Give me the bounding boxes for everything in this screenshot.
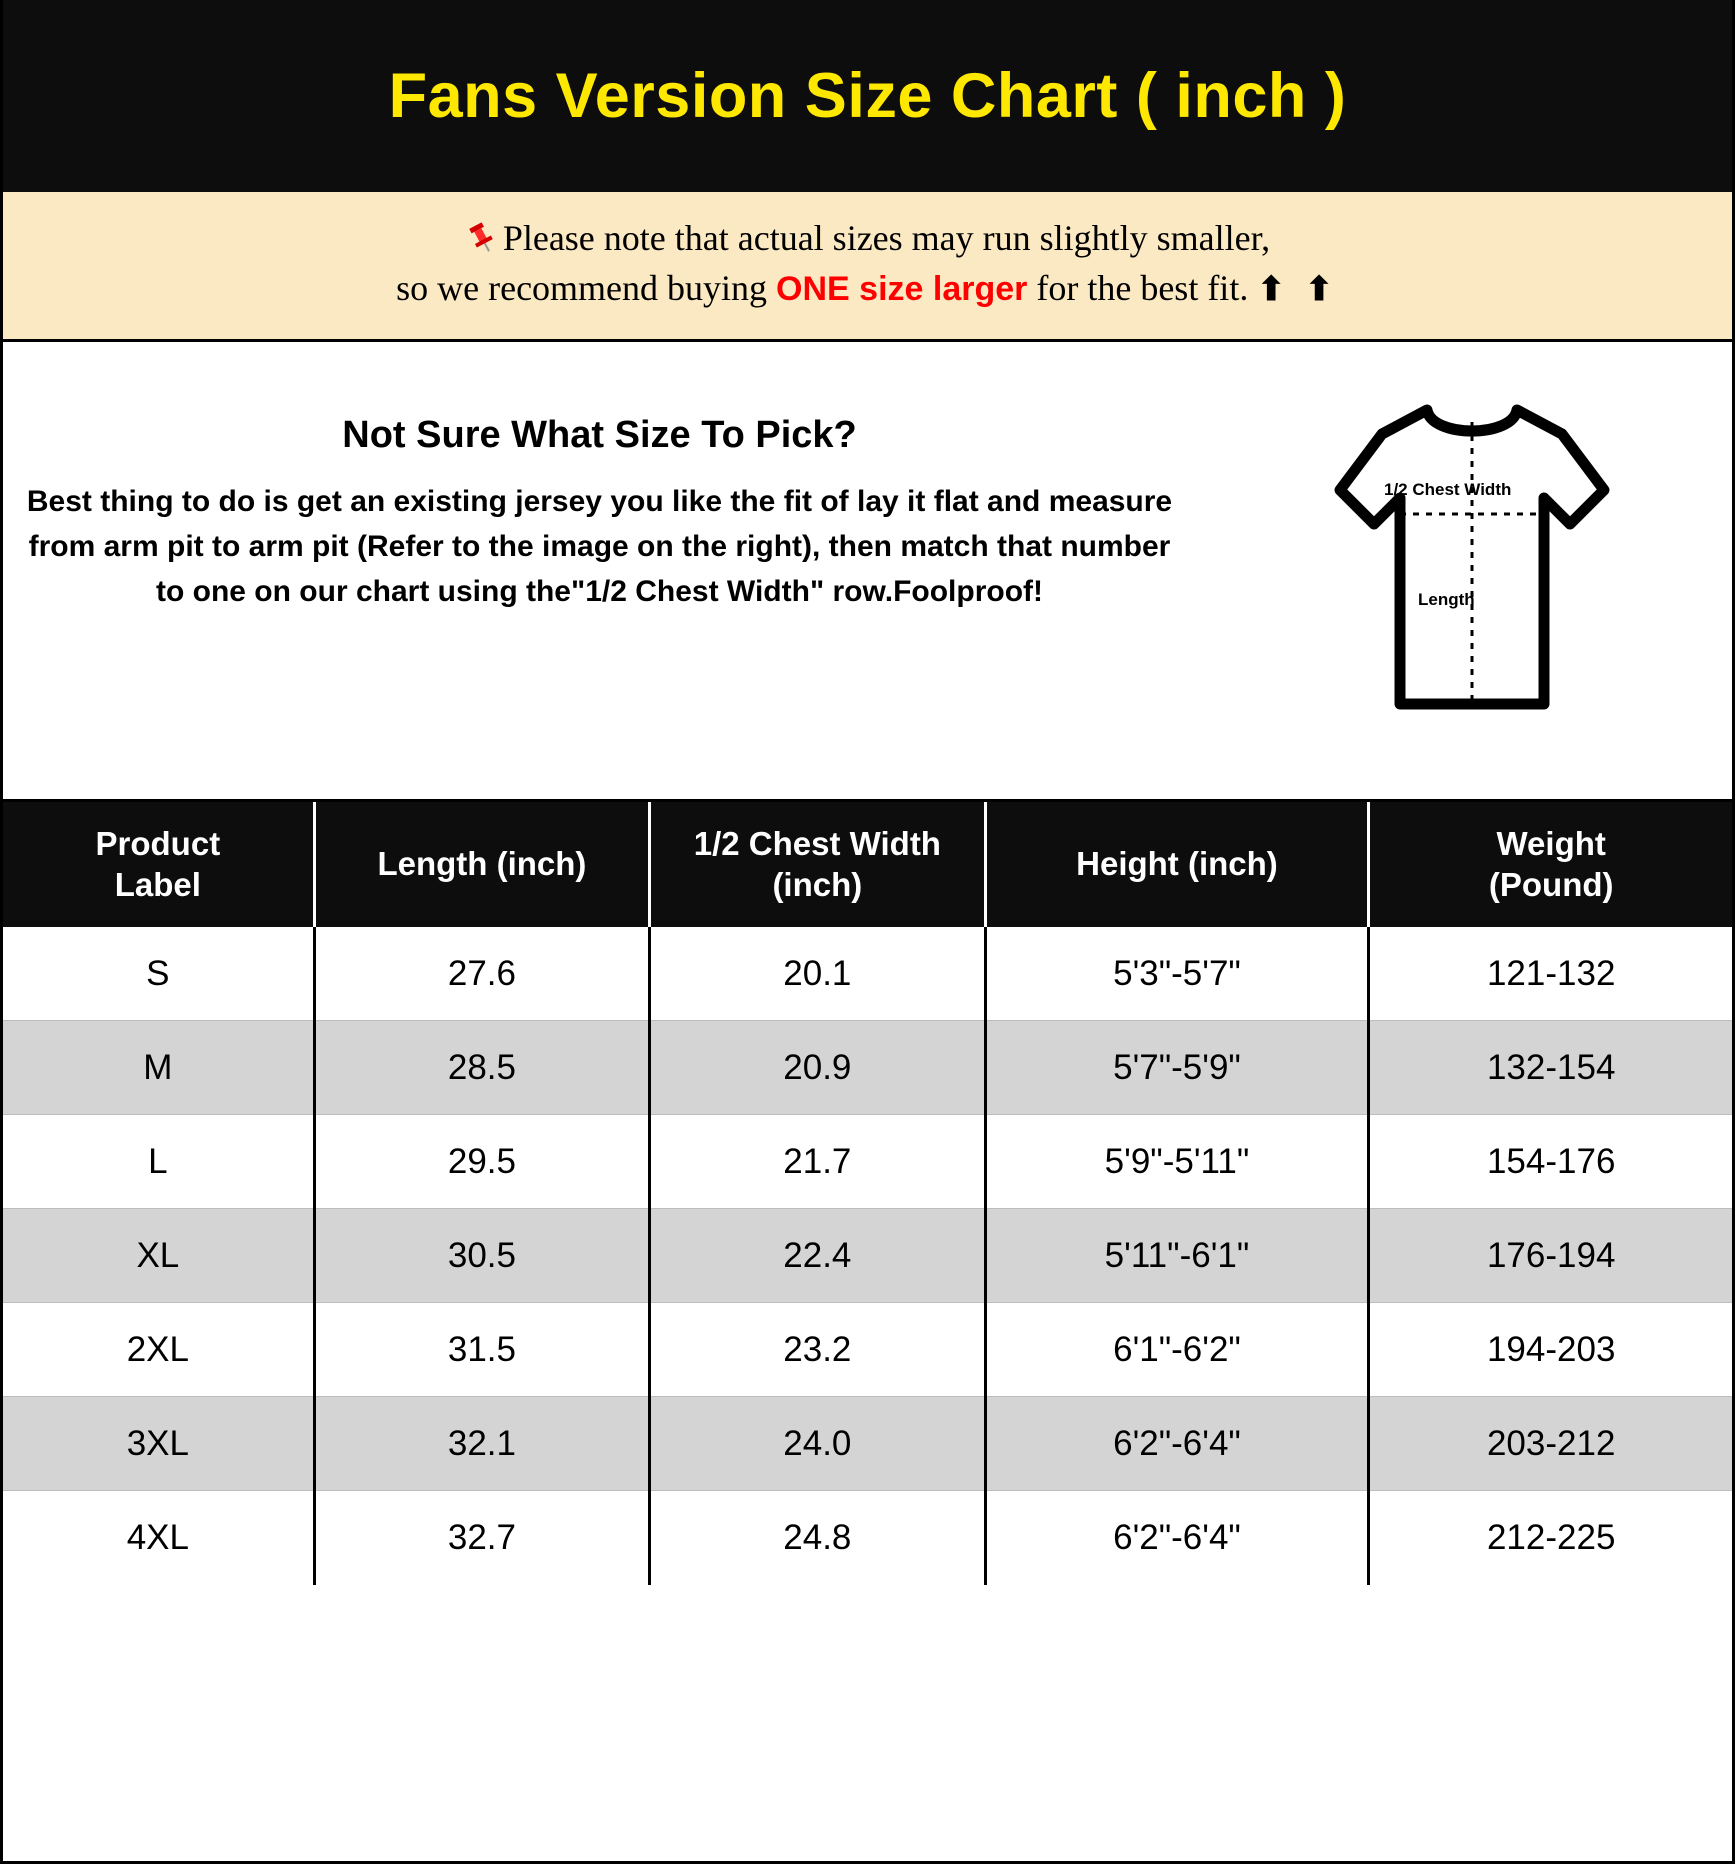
table-row (3, 1491, 1732, 1585)
help-body: Best thing to do is get an existing jersey you like the fit of lay it flat and measure from arm pit to arm pit (Refer to the image on the right), then match that number to one on our chart using the"1/2 Chest Width" row.Foolproof! (26, 485, 1173, 609)
cell-weight: 203-212 (1369, 1397, 1732, 1491)
table-row (3, 927, 1732, 1021)
cell-length: 28.5 (314, 1021, 649, 1115)
help-figure (1212, 342, 1732, 722)
note-line-2 (23, 264, 1712, 314)
cell-length: 31.5 (314, 1303, 649, 1397)
cell-weight: 154-176 (1369, 1115, 1732, 1209)
note-text-2-prefix: so we recommend buying (396, 267, 777, 308)
note-emphasis: ONE size larger (776, 269, 1028, 308)
cell-size: 3XL (3, 1397, 314, 1491)
header-product-label: Product Label (3, 802, 314, 927)
note-line-1 (23, 214, 1712, 264)
cell-size: M (3, 1021, 314, 1115)
note-text-2-suffix: for the best fit. (1027, 267, 1258, 308)
cell-height: 5'9"-5'11" (985, 1115, 1369, 1209)
cell-length: 30.5 (314, 1209, 649, 1303)
cell-size: 4XL (3, 1491, 314, 1585)
cell-height: 5'7"-5'9" (985, 1021, 1369, 1115)
cell-size: XL (3, 1209, 314, 1303)
length-label: Length (1418, 590, 1475, 610)
cell-height: 6'2"-6'4" (985, 1491, 1369, 1585)
cell-weight: 176-194 (1369, 1209, 1732, 1303)
table-row (3, 1209, 1732, 1303)
header-height: Height (inch) (985, 802, 1369, 927)
help-heading: Not Sure What Size To Pick? (342, 414, 857, 457)
header-length: Length (inch) (314, 802, 649, 927)
table-row (3, 1115, 1732, 1209)
cell-length: 29.5 (314, 1115, 649, 1209)
cell-weight: 194-203 (1369, 1303, 1732, 1397)
cell-chest: 24.0 (650, 1397, 985, 1491)
cell-chest: 24.8 (650, 1491, 985, 1585)
table-header-row (3, 802, 1732, 927)
cell-height: 6'1"-6'2" (985, 1303, 1369, 1397)
cell-chest: 20.9 (650, 1021, 985, 1115)
page-title: Fans Version Size Chart ( inch ) (388, 60, 1347, 131)
table-row (3, 1397, 1732, 1491)
title-banner (3, 0, 1732, 192)
cell-chest: 22.4 (650, 1209, 985, 1303)
cell-length: 32.1 (314, 1397, 649, 1491)
cell-height: 5'11"-6'1" (985, 1209, 1369, 1303)
help-text-block (3, 342, 1212, 614)
cell-chest: 21.7 (650, 1115, 985, 1209)
cell-length: 27.6 (314, 927, 649, 1021)
help-section (3, 342, 1732, 802)
note-text-1: Please note that actual sizes may run slightly smaller, (502, 218, 1271, 258)
cell-chest: 20.1 (650, 927, 985, 1021)
tshirt-diagram-icon (1322, 392, 1622, 722)
cell-length: 32.7 (314, 1491, 649, 1585)
cell-chest: 23.2 (650, 1303, 985, 1397)
arrow-up-icon: ⬆ ⬆ (1257, 271, 1339, 308)
cell-size: 2XL (3, 1303, 314, 1397)
cell-size: S (3, 927, 314, 1021)
cell-weight: 132-154 (1369, 1021, 1732, 1115)
header-weight: Weight (Pound) (1369, 802, 1732, 927)
cell-weight: 121-132 (1369, 927, 1732, 1021)
note-band (3, 192, 1732, 342)
table-row (3, 1303, 1732, 1397)
cell-weight: 212-225 (1486, 1518, 1616, 1558)
table-row (3, 1021, 1732, 1115)
size-table (3, 802, 1732, 1585)
cell-height: 6'2"-6'4" (985, 1397, 1369, 1491)
pushpin-icon (465, 221, 499, 255)
cell-size: L (3, 1115, 314, 1209)
cell-height: 5'3"-5'7" (985, 927, 1369, 1021)
header-chest-width: 1/2 Chest Width (inch) (650, 802, 985, 927)
chest-width-label: 1/2 Chest Width (1384, 480, 1512, 500)
